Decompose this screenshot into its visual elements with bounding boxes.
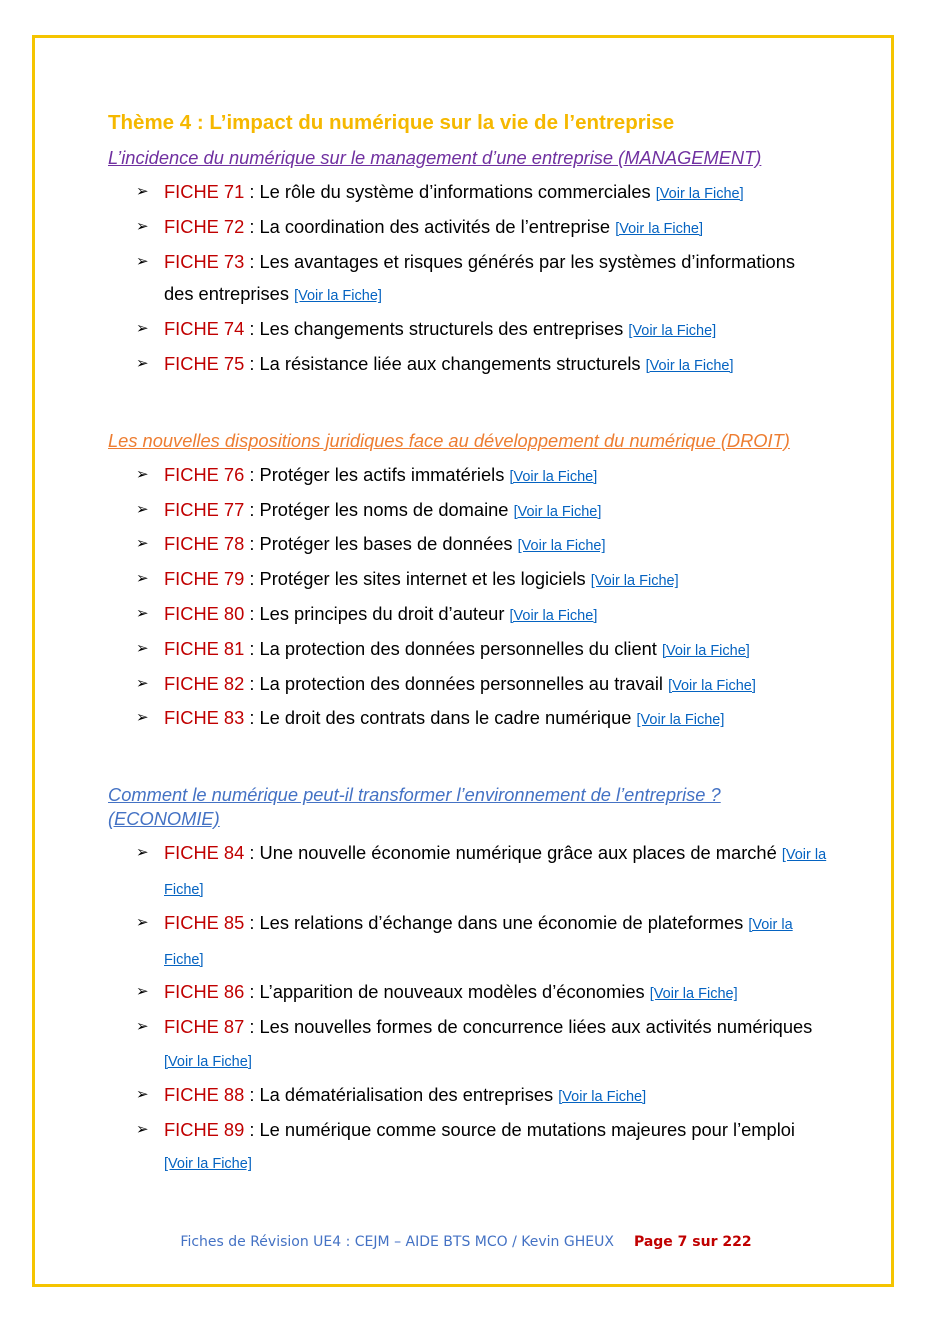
- voir-fiche-link[interactable]: [Voir la Fiche]: [661, 642, 750, 659]
- fiche-title: : La coordination des activités de l’entreprise: [244, 215, 616, 237]
- arrowhead-bullet-icon: ➢: [136, 983, 149, 1001]
- list-item: [108, 598, 828, 633]
- fiche-number: FICHE 79: [164, 568, 245, 590]
- section-droit: [108, 429, 828, 737]
- section-economie: [108, 783, 828, 1181]
- arrowhead-bullet-icon: ➢: [136, 1018, 149, 1036]
- fiche-title: : Protéger les sites internet et les logiciels: [244, 568, 591, 590]
- fiche-number: FICHE 88: [164, 1083, 245, 1105]
- section-spacer: [108, 383, 828, 429]
- list-item: [108, 313, 828, 348]
- fiche-number: FICHE 81: [164, 637, 245, 659]
- fiche-list-droit: [108, 459, 828, 737]
- fiche-number: FICHE 77: [164, 498, 245, 520]
- voir-fiche-link[interactable]: [Voir la Fiche]: [649, 986, 738, 1003]
- section-management: [108, 146, 828, 383]
- fiche-list-economie: [108, 837, 828, 1181]
- voir-fiche-link[interactable]: [Voir la Fiche]: [517, 538, 606, 555]
- voir-fiche-link[interactable]: [Voir la Fiche]: [628, 323, 717, 340]
- fiche-title: : Protéger les noms de domaine: [244, 498, 514, 520]
- list-item: [108, 528, 828, 563]
- fiche-number: FICHE 74: [164, 318, 245, 340]
- arrowhead-bullet-icon: ➢: [136, 570, 149, 588]
- fiche-number: FICHE 75: [164, 352, 245, 374]
- arrowhead-bullet-icon: ➢: [136, 217, 149, 235]
- arrowhead-bullet-icon: ➢: [136, 500, 149, 518]
- voir-fiche-link[interactable]: [Voir la Fiche]: [590, 573, 679, 590]
- section-heading-management: L’incidence du numérique sur le management d’une entreprise (MANAGEMENT): [108, 147, 762, 168]
- list-item: [108, 633, 828, 668]
- page-content: [108, 108, 828, 1181]
- fiche-list-management: [108, 176, 828, 383]
- voir-fiche-link[interactable]: [Voir la Fiche]: [294, 288, 382, 305]
- list-item: [108, 668, 828, 703]
- arrowhead-bullet-icon: ➢: [136, 354, 149, 372]
- fiche-title: : Une nouvelle économie numérique grâce aux places de marché: [244, 842, 782, 864]
- fiche-title: : Protéger les actifs immatériels: [244, 463, 510, 485]
- arrowhead-bullet-icon: ➢: [136, 674, 149, 692]
- fiche-number: FICHE 83: [164, 707, 245, 729]
- fiche-title: : Les nouvelles formes de concurrence liées aux activités numériques: [244, 1016, 813, 1038]
- fiche-number: FICHE 84: [164, 842, 245, 864]
- voir-fiche-link[interactable]: [Voir la Fiche]: [509, 607, 598, 624]
- fiche-title: : Les principes du droit d’auteur: [244, 602, 510, 624]
- list-item: [108, 1079, 828, 1114]
- voir-fiche-link[interactable]: [Voir la Fiche]: [558, 1088, 647, 1105]
- arrowhead-bullet-icon: ➢: [136, 1120, 149, 1138]
- voir-fiche-link[interactable]: [Voir la Fiche]: [645, 357, 734, 374]
- voir-fiche-link[interactable]: [Voir la Fiche]: [636, 712, 725, 729]
- arrowhead-bullet-icon: ➢: [136, 183, 149, 200]
- fiche-title: : Le numérique comme source de mutations majeures pour l’emploi: [244, 1118, 795, 1140]
- voir-fiche-link[interactable]: [Voir la Fiche]: [509, 468, 598, 485]
- list-item: [108, 907, 828, 977]
- arrowhead-bullet-icon: ➢: [136, 1085, 149, 1103]
- fiche-number: FICHE 87: [164, 1016, 245, 1038]
- arrowhead-bullet-icon: ➢: [136, 320, 149, 338]
- voir-fiche-link[interactable]: [Voir la Fiche]: [655, 186, 744, 202]
- fiche-title: : La protection des données personnelles du client: [244, 637, 662, 659]
- section-heading-droit: Les nouvelles dispositions juridiques face au développement du numérique (DROIT): [108, 429, 790, 451]
- voir-fiche-link[interactable]: [Voir la Fiche]: [164, 916, 793, 968]
- list-item: [108, 211, 828, 246]
- section-heading-economie: Comment le numérique peut-il transformer l’environnement de l’entreprise ? (ECONOMIE): [108, 784, 721, 830]
- fiche-number: FICHE 72: [164, 215, 245, 237]
- fiche-number: FICHE 85: [164, 911, 245, 933]
- fiche-title: : L’apparition de nouveaux modèles d’économies: [244, 981, 650, 1003]
- fiche-number: FICHE 82: [164, 672, 245, 694]
- fiche-number: FICHE 78: [164, 533, 245, 555]
- fiche-number: FICHE 71: [164, 181, 245, 202]
- arrowhead-bullet-icon: ➢: [136, 535, 149, 553]
- arrowhead-bullet-icon: ➢: [136, 252, 149, 270]
- fiche-number: FICHE 73: [164, 250, 245, 272]
- fiche-number: FICHE 80: [164, 602, 245, 624]
- fiche-title: : La protection des données personnelles au travail: [244, 672, 669, 694]
- voir-fiche-link[interactable]: [Voir la Fiche]: [164, 1156, 252, 1173]
- list-item: [108, 1114, 828, 1182]
- voir-fiche-link[interactable]: [Voir la Fiche]: [164, 1053, 252, 1070]
- list-item: [108, 494, 828, 529]
- fiche-title: : Les avantages et risques générés par les systèmes d’informations des entreprises: [164, 250, 796, 305]
- arrowhead-bullet-icon: ➢: [136, 639, 149, 657]
- list-item: [108, 246, 828, 314]
- section-spacer: [108, 737, 828, 783]
- list-item: [108, 563, 828, 598]
- list-item: [108, 459, 828, 494]
- fiche-number: FICHE 86: [164, 981, 245, 1003]
- footer-text: Fiches de Révision UE4 : CEJM – AIDE BTS MCO / Kevin GHEUX: [180, 1234, 614, 1250]
- fiche-title: : La dématérialisation des entreprises: [244, 1083, 559, 1105]
- page-footer: [0, 1232, 932, 1252]
- fiche-number: FICHE 76: [164, 463, 245, 485]
- voir-fiche-link[interactable]: [Voir la Fiche]: [513, 503, 602, 520]
- arrowhead-bullet-icon: ➢: [136, 844, 149, 862]
- fiche-title: : La résistance liée aux changements structurels: [244, 352, 646, 374]
- fiche-title: : Les changements structurels des entreprises: [244, 318, 629, 340]
- voir-fiche-link[interactable]: [Voir la Fiche]: [164, 847, 827, 898]
- fiche-number: FICHE 89: [164, 1118, 245, 1140]
- list-item: [108, 176, 828, 211]
- theme-title: Thème 4 : L’impact du numérique sur la vie de l’entreprise: [108, 111, 675, 134]
- fiche-title: : Le droit des contrats dans le cadre numérique: [244, 707, 637, 729]
- page-number: Page 7 sur 222: [633, 1234, 752, 1250]
- fiche-title: : Les relations d’échange dans une économie de plateformes: [244, 911, 749, 933]
- arrowhead-bullet-icon: ➢: [136, 465, 149, 483]
- list-item: [108, 702, 828, 737]
- voir-fiche-link[interactable]: [Voir la Fiche]: [615, 220, 704, 237]
- arrowhead-bullet-icon: ➢: [136, 604, 149, 622]
- voir-fiche-link[interactable]: [Voir la Fiche]: [668, 677, 756, 694]
- list-item: [108, 348, 828, 383]
- arrowhead-bullet-icon: ➢: [136, 913, 149, 931]
- arrowhead-bullet-icon: ➢: [136, 709, 149, 727]
- list-item: [108, 837, 828, 907]
- list-item: [108, 976, 828, 1011]
- fiche-title: : Le rôle du système d’informations commerciales: [244, 181, 656, 202]
- list-item: [108, 1011, 828, 1079]
- fiche-title: : Protéger les bases de données: [244, 533, 518, 555]
